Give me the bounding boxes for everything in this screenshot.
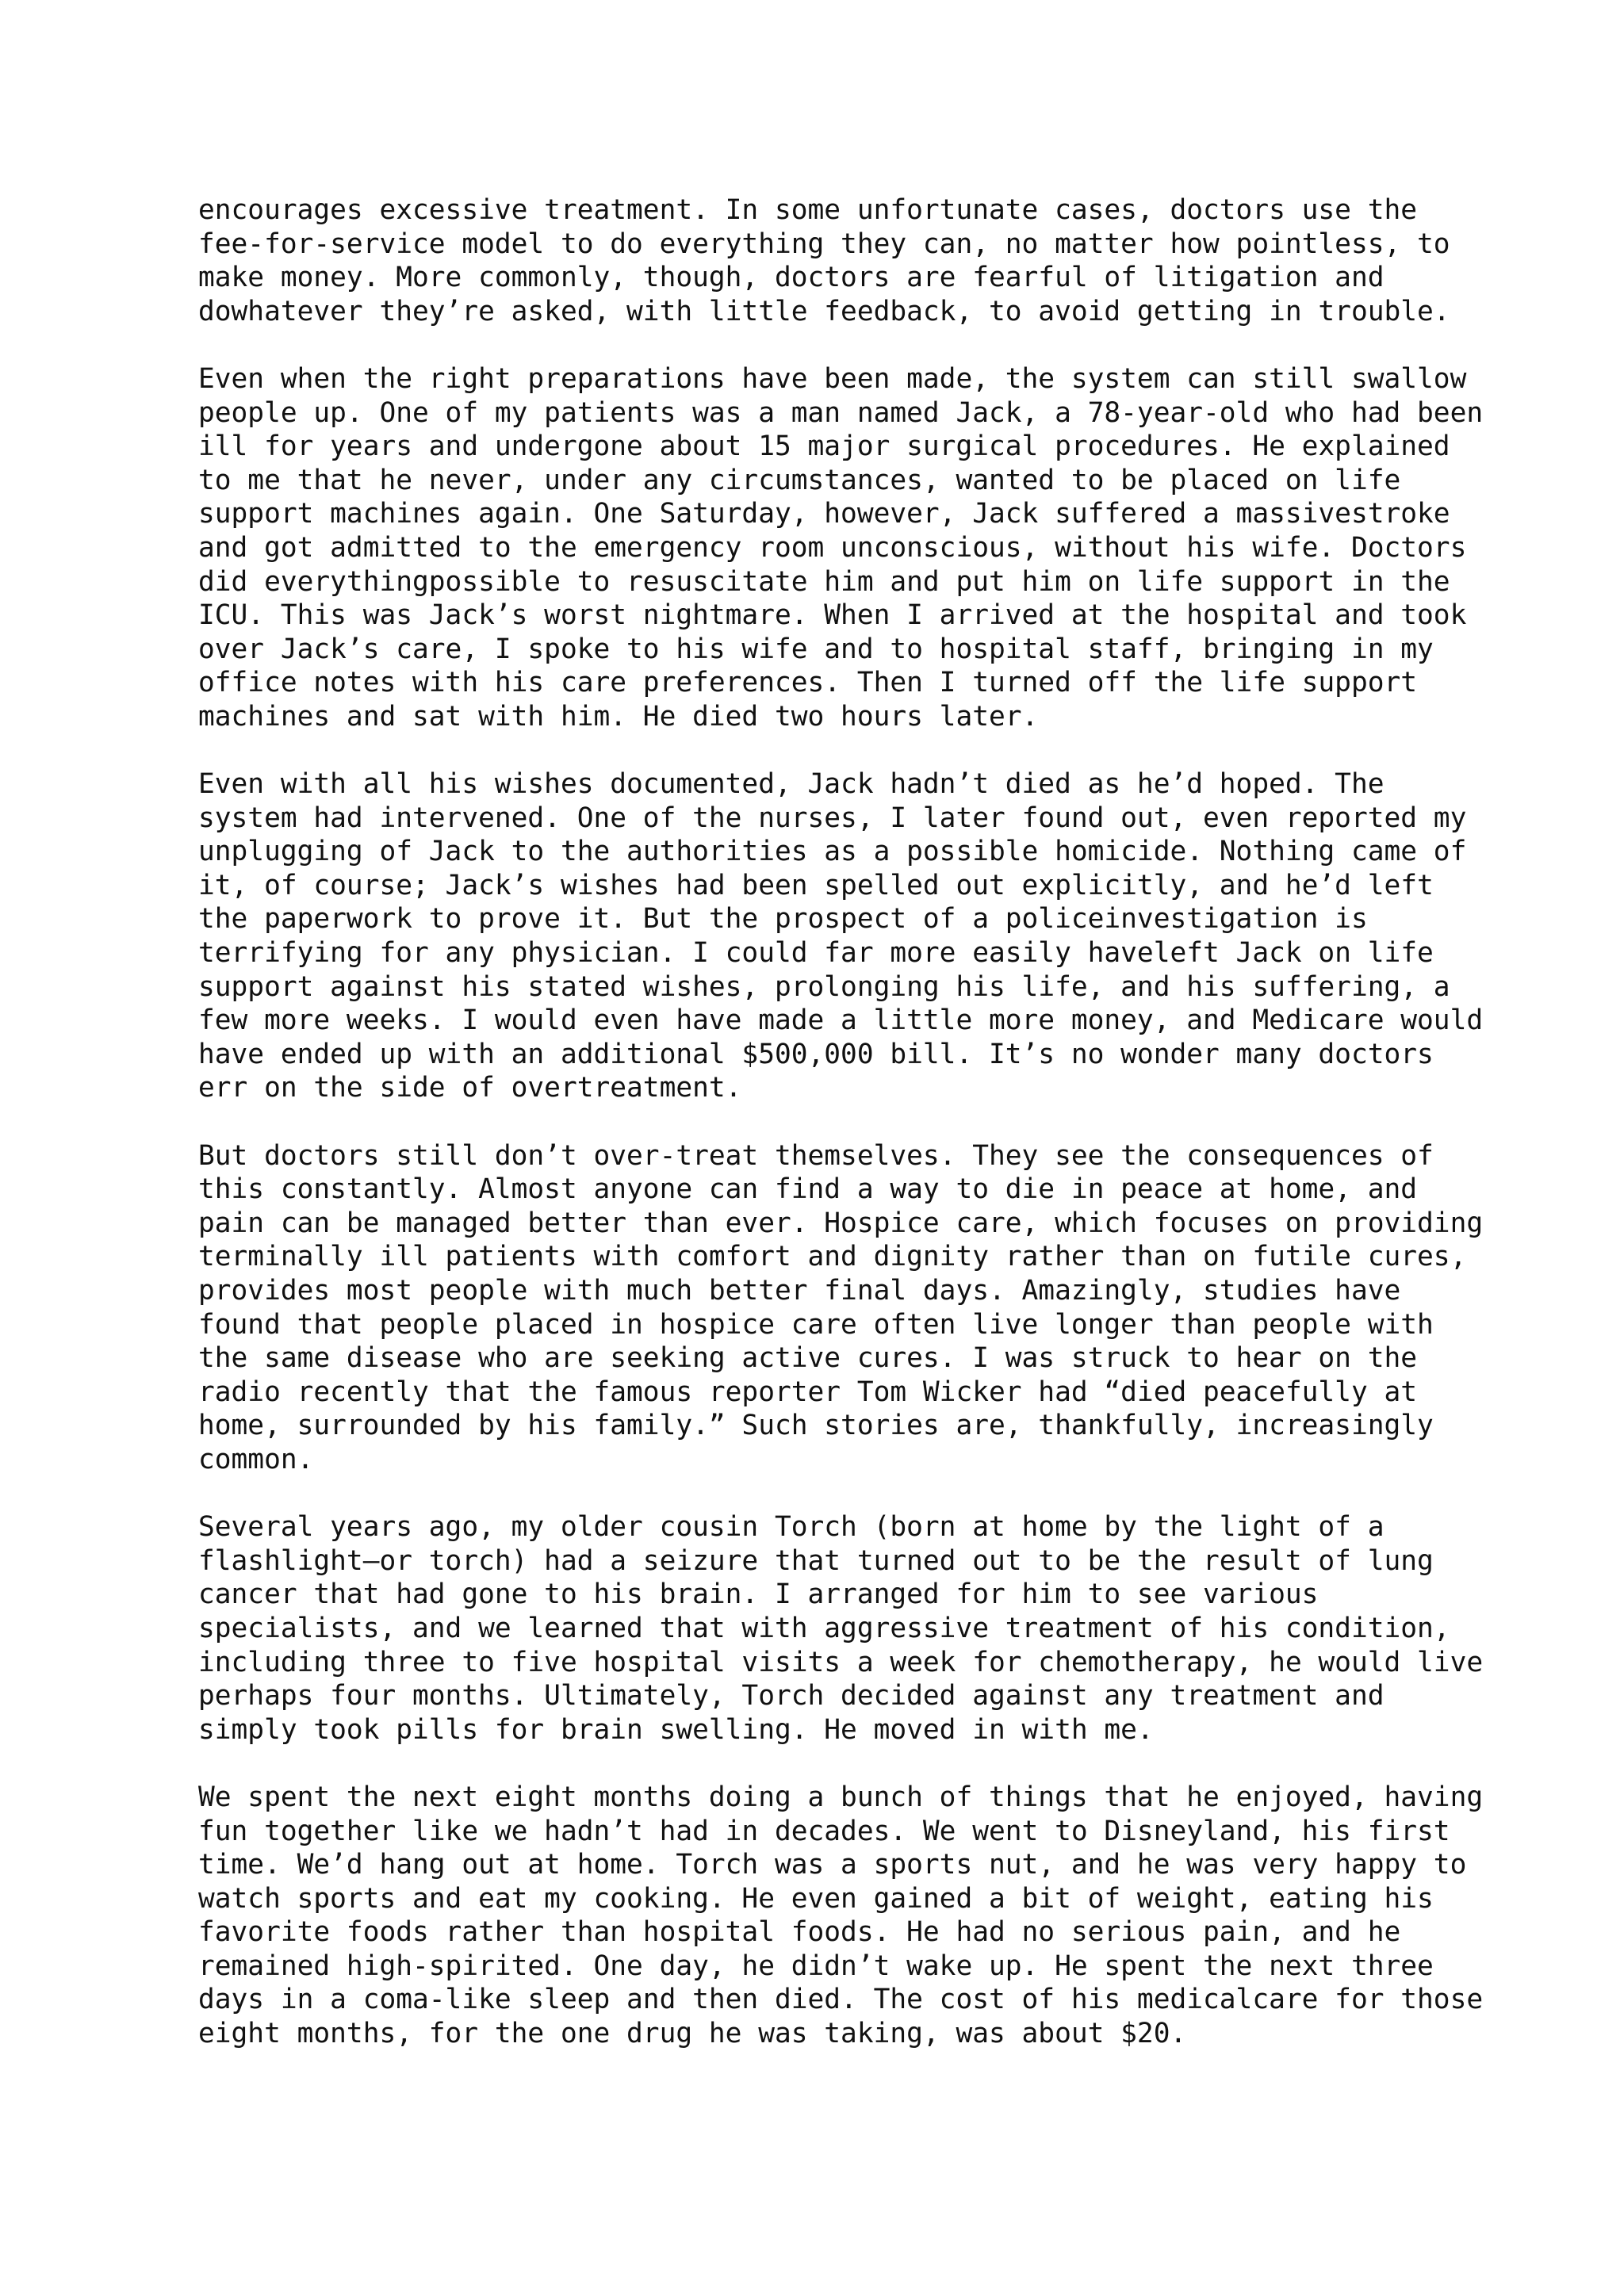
text-line: unplugging of Jack to the authorities as a possible homicide. Nothing came of	[198, 836, 1467, 868]
text-line: fun together like we hadn’t had in decades. We went to Disneyland, his first	[198, 1815, 1450, 1847]
text-line: terminally ill patients with comfort and dignity rather than on futile cures,	[198, 1241, 1467, 1273]
paragraph	[198, 1510, 1515, 1747]
text-line: support machines again. One Saturday, however, Jack suffered a massivestroke	[198, 498, 1450, 530]
text-line: eight months, for the one drug he was taking, was about $20.	[198, 2018, 1187, 2050]
text-line: watch sports and eat my cooking. He even gained a bit of weight, eating his	[198, 1882, 1434, 1915]
text-line: found that people placed in hospice care often live longer than people with	[198, 1308, 1434, 1341]
text-line: and got admitted to the emergency room unconscious, without his wife. Doctors	[198, 531, 1467, 564]
text-line: We spent the next eight months doing a bunch of things that he enjoyed, having	[198, 1781, 1484, 1813]
text-line: radio recently that the famous reporter Tom Wicker had “died peacefully at	[198, 1376, 1418, 1408]
document-body	[198, 193, 1515, 2084]
text-line: to me that he never, under any circumstances, wanted to be placed on life	[198, 464, 1401, 496]
text-line: system had intervened. One of the nurses, I later found out, even reported my	[198, 802, 1467, 834]
text-line: ICU. This was Jack’s worst nightmare. When I arrived at the hospital and took	[198, 599, 1467, 632]
text-line: ill for years and undergone about 15 major surgical procedures. He explained	[198, 430, 1450, 463]
text-line: Several years ago, my older cousin Torch (born at home by the light of a	[198, 1511, 1385, 1544]
text-line: err on the side of overtreatment.	[198, 1072, 742, 1104]
paragraph	[198, 362, 1515, 734]
text-line: flashlight—or torch) had a seizure that turned out to be the result of lung	[198, 1544, 1434, 1577]
text-line: office notes with his care preferences. Then I turned off the life support	[198, 667, 1418, 699]
text-line: cancer that had gone to his brain. I arranged for him to see various	[198, 1578, 1319, 1611]
text-line: pain can be managed better than ever. Hospice care, which focuses on providing	[198, 1207, 1484, 1239]
text-line: Even when the right preparations have been made, the system can still swallow	[198, 362, 1467, 395]
paragraph	[198, 1781, 1515, 2051]
text-line: fee-for-service model to do everything they can, no matter how pointless, to	[198, 228, 1450, 260]
text-line: favorite foods rather than hospital foods. He had no serious pain, and he	[198, 1916, 1401, 1949]
text-line: it, of course; Jack’s wishes had been spelled out explicitly, and he’d left	[198, 869, 1434, 901]
text-line: support against his stated wishes, prolonging his life, and his suffering, a	[198, 970, 1450, 1003]
text-line: people up. One of my patients was a man named Jack, a 78-year-old who had been	[198, 396, 1484, 429]
text-line: the same disease who are seeking active cures. I was struck to hear on the	[198, 1342, 1418, 1375]
text-line: over Jack’s care, I spoke to his wife and to hospital staff, bringing in my	[198, 633, 1434, 665]
text-line: the paperwork to prove it. But the prospect of a policeinvestigation is	[198, 903, 1368, 936]
text-line: make money. More commonly, though, doctors are fearful of litigation and	[198, 262, 1385, 294]
text-line: have ended up with an additional $500,000 bill. It’s no wonder many doctors	[198, 1038, 1434, 1070]
text-line: this constantly. Almost anyone can find a way to die in peace at home, and	[198, 1173, 1418, 1206]
text-line: Even with all his wishes documented, Jack hadn’t died as he’d hoped. The	[198, 768, 1385, 801]
text-line: encourages excessive treatment. In some unfortunate cases, doctors use the	[198, 194, 1418, 226]
text-line: few more weeks. I would even have made a little more money, and Medicare would	[198, 1004, 1484, 1037]
text-line: including three to five hospital visits a week for chemotherapy, he would live	[198, 1646, 1484, 1678]
paragraph	[198, 1139, 1515, 1477]
text-line: simply took pills for brain swelling. He moved in with me.	[198, 1713, 1154, 1746]
text-line: machines and sat with him. He died two hours later.	[198, 700, 1039, 733]
text-line: perhaps four months. Ultimately, Torch decided against any treatment and	[198, 1680, 1385, 1712]
text-line: home, surrounded by his family.” Such stories are, thankfully, increasingly	[198, 1410, 1434, 1442]
paragraph	[198, 767, 1515, 1105]
text-line: provides most people with much better final days. Amazingly, studies have	[198, 1275, 1401, 1307]
text-line: But doctors still don’t over-treat themselves. They see the consequences of	[198, 1139, 1434, 1172]
paragraph	[198, 193, 1515, 328]
text-line: common.	[198, 1443, 314, 1475]
text-line: specialists, and we learned that with aggressive treatment of his condition,	[198, 1612, 1450, 1644]
text-line: terrifying for any physician. I could far more easily haveleft Jack on life	[198, 937, 1434, 970]
text-line: dowhatever they’re asked, with little feedback, to avoid getting in trouble.	[198, 295, 1450, 327]
text-line: did everythingpossible to resuscitate him and put him on life support in the	[198, 565, 1450, 598]
text-line: days in a coma-like sleep and then died. The cost of his medicalcare for those	[198, 1984, 1484, 2016]
text-line: time. We’d hang out at home. Torch was a sports nut, and he was very happy to	[198, 1849, 1467, 1881]
text-line: remained high-spirited. One day, he didn’t wake up. He spent the next three	[198, 1950, 1434, 1982]
